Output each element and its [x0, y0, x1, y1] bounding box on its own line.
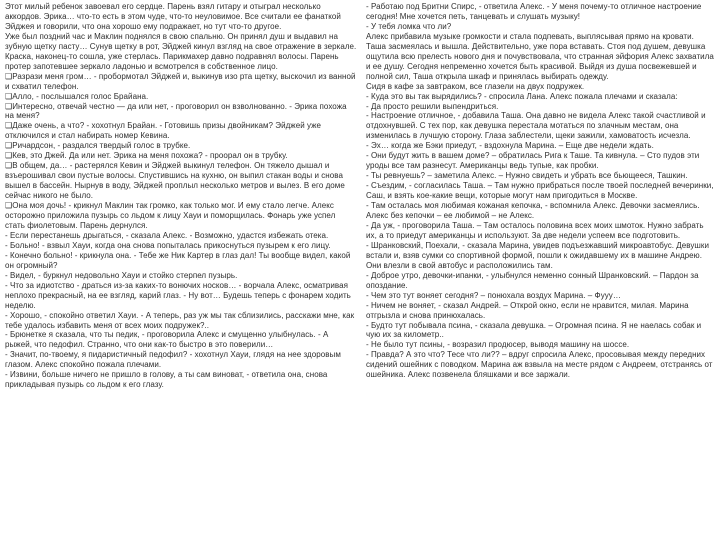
paragraph: - Конечно больно! - крикнула она. - Тебе же Ник Картер в глаз дал! Ты вообще видел, какой он огромный?	[5, 250, 351, 270]
paragraph: - Больно! - взвыл Хауи, когда она снова попыталась прикоснуться пузырем к его лицу.	[5, 240, 331, 250]
paragraph: - Да просто решили выпендриться.	[366, 101, 499, 111]
paragraph: - Эх… когда же Бэки приедут, - вздохнула Марина. – Еще две недели ждать.	[366, 141, 654, 151]
paragraph: - Что за идиотство - драться из-за каких-то вонючих носков… - ворчала Алекс, осматривая неплохо прекрасный, на ее взгляд, карий глаз. - Ну вот… Будешь теперь с фонарем ходить неделю.	[5, 280, 351, 310]
right-column	[366, 2, 714, 540]
paragraph: Сидя в кафе за завтраком, все глазели на двух подружек.	[366, 81, 585, 91]
paragraph: - У тебя ломка что ли?	[366, 21, 452, 31]
paragraph: ❑Алло, - послышался голос Брайана.	[5, 91, 149, 101]
paragraph: ❑Кев, это Джей. Да или нет. Эрика на меня похожа? - проорал он в трубку.	[5, 151, 288, 161]
paragraph: Алекс прибавила музыке громкости и стала подпевать, выплясывая прямо на кровати. Таша засмеялась и вышла. Действительно, уже пора вставать. Стоя под душем, девушка ощутила всю прелесть нового дня и почувствовала, что странная эйфория Алекс захватила и ее душу. Сегодня непременно хочется быть красивой. Выйдя из душа посвежевшей и полной сил, Таша открыла шкаф и принялась выбирать одежду.	[366, 31, 714, 81]
paragraph: - Куда это вы так вырядились? - спросила Лана. Алекс пожала плечами и сказала:	[366, 91, 678, 101]
paragraph: - Правда? А это что? Тесе что ли?? – вдруг спросила Алекс, просовывая между передних сидений ошейник с поводком. Марина аж взвыла на месте рядом с Андреем, отстранясь от ошейника. Алекс позвенела бляшками и все заржали.	[366, 350, 713, 380]
paragraph: ❑Даже очень, а что? - хохотнул Брайан. - Готовишь призы двойникам? Эйджей уже отключился и стал набирать номер Кевина.	[5, 121, 322, 141]
paragraph: - Съездим, - согласилась Таша. – Там нужно прибраться после твоей последней вечеринки, Саш, и взять кое-какие вещи, которые могут нам пригодиться в Москве.	[366, 181, 714, 201]
paragraph: - Чем это тут воняет сегодня? – понюхала воздух Марина. – Фууу…	[366, 290, 621, 300]
paragraph: ❑Ричардсон, - раздался твердый голос в трубке.	[5, 141, 191, 151]
paragraph: - Если перестанешь дрыгаться, - сказала Алекс. - Возможно, удастся избежать отека.	[5, 230, 329, 240]
paragraph: Этот милый ребенок завоевал его сердце. Парень взял гитару и отыграл несколько аккордов. Эрика… что-то есть в этом чуде, что-то неуловимое. Все считали ее фанаткой Эйджея и говорили, что она хорошо ему подражает, но тут что-то другое.	[5, 2, 341, 31]
paragraph: - Ты ревнуешь? – заметила Алекс. – Нужно свидеть и убрать все бьющееся, Ташкин.	[366, 171, 688, 181]
paragraph: - Будто тут побывала псина, - сказала девушка. – Огромная псина. Я не наелась собак и чую их за километр..	[366, 320, 702, 340]
paragraph: - Настроение отличное, - добавила Таша. Она давно не видела Алекс такой счастливой и отдохнувшей. С тех пор, как девушка перестала мотаться по злачным местам, она изменилась в лучшую сторону. Глаза заблестели, щеки зажили, хамоватость исчезла.	[366, 111, 706, 141]
paragraph: - Значит, по-твоему, я пидаристичный педофил? - хохотнул Хауи, глядя на нее здоровым глазом. Алекс спокойно пожала плечами.	[5, 350, 341, 370]
paragraph: - Работаю под Бритни Спирс, - ответила Алекс. - У меня почему-то отличное настроение сегодня! Мне хочется петь, танцевать и слушать музыку!	[366, 2, 702, 21]
paragraph: ❑В общем, да… - растерялся Кевин и Эйджей выкинул телефон. Он тяжело дышал и взъерошивал свои пустые волосы. Спустившись на кухню, он выпил стакан воды и снова вышел в бассейн. Нырнув в воду, Эйджей проплыл несколько метров и вылез. В его доме сейчас никого не было.	[5, 161, 345, 201]
paragraph: ❑Разрази меня гром… - пробормотал Эйджей и, выкинув изо рта щетку, выскочил из ванной и схватил телефон.	[5, 71, 356, 91]
paragraph: - Да уж, - проговорила Таша. – Там осталось половина всех моих шмоток. Нужно забрать их, а то приедут американцы и используют. За две недели успеем все подготовить.	[366, 220, 704, 240]
paragraph: Уже был поздний час и Маклин поднялся в свою спальню. Он принял душ и выдавил на зубную щетку пасту… Сунув щетку в рот, Эйджей кинул взгляд на свое отражение в зеркале. Краска, наконец-то сошла, уже стерлась. Парикмахер давно подравнял волосы. Парень протер запотевшее зеркало ладонью и всмотрелся в собственное лицо.	[5, 31, 357, 71]
paragraph: ❑Она моя дочь! - крикнул Маклин так громко, как только мог. И ему стало легче. Алекс осторожно приложила пузырь со льдом к лицу Хауи и поморщилась. Фонарь уже успел стать фиолетовым. Парень дернулся.	[5, 201, 336, 230]
paragraph: - Извини, больше ничего не пришло в голову, а ты сам виноват, - ответила она, снова прикладывая пузырь со льдом к его глазу.	[5, 370, 328, 390]
paragraph: - Не было тут псины, - возразил продюсер, выводя машину на шоссе.	[366, 340, 630, 350]
paragraph: - Хорошо, - спокойно ответил Хауи. - А теперь, раз уж мы так сблизились, расскажи мне, как тебе удалось избавить меня от всех моих подружек?..	[5, 310, 355, 330]
paragraph: - Доброе утро, девочки-ипанки, - улыбнулся неменно сонный Шранковский. – Пардон за опоздание.	[366, 270, 699, 290]
paragraph: - Шранковский, Поехали, - сказала Марина, увидев подъезжавший микроавтобус. Девушки встали и, взяв сумки со спортивной формой, пошли к ожидавшему их в машине Андрею. Они влезли в свой автобус и расположились там.	[366, 240, 709, 270]
paragraph: - Там осталась моя любимая кожаная кепочка, - вспомнила Алекс. Девочки засмеялись. Алекс без кепочки – ее любимой – не Алекс.	[366, 201, 700, 221]
paragraph: - Они будут жить в вашем доме? – обратилась Рига к Таше. Та кивнула. – Сто пудов эти уроды все там разнесут. Американцы ведь тупые, как пробки.	[366, 151, 700, 171]
paragraph: ❑Интересно, отвечай честно — да или нет, - проговорил он взволнованно. - Эрика похожа на меня?	[5, 101, 347, 121]
paragraph: - Ничем не воняет, - сказал Андрей. – Открой окно, если не нравится, милая. Марина отгрызла и снова принюхалась.	[366, 300, 689, 320]
left-column	[5, 2, 357, 540]
paragraph: - Брюнетке я сказала, что ты педик, - проговорила Алекс и смущенно улыбнулась. - А рыжей, что педофил. Странно, что они как-то быстро в это поверили…	[5, 330, 329, 350]
paragraph: - Видел, - буркнул недовольно Хауи и стойко стерпел пузырь.	[5, 270, 238, 280]
